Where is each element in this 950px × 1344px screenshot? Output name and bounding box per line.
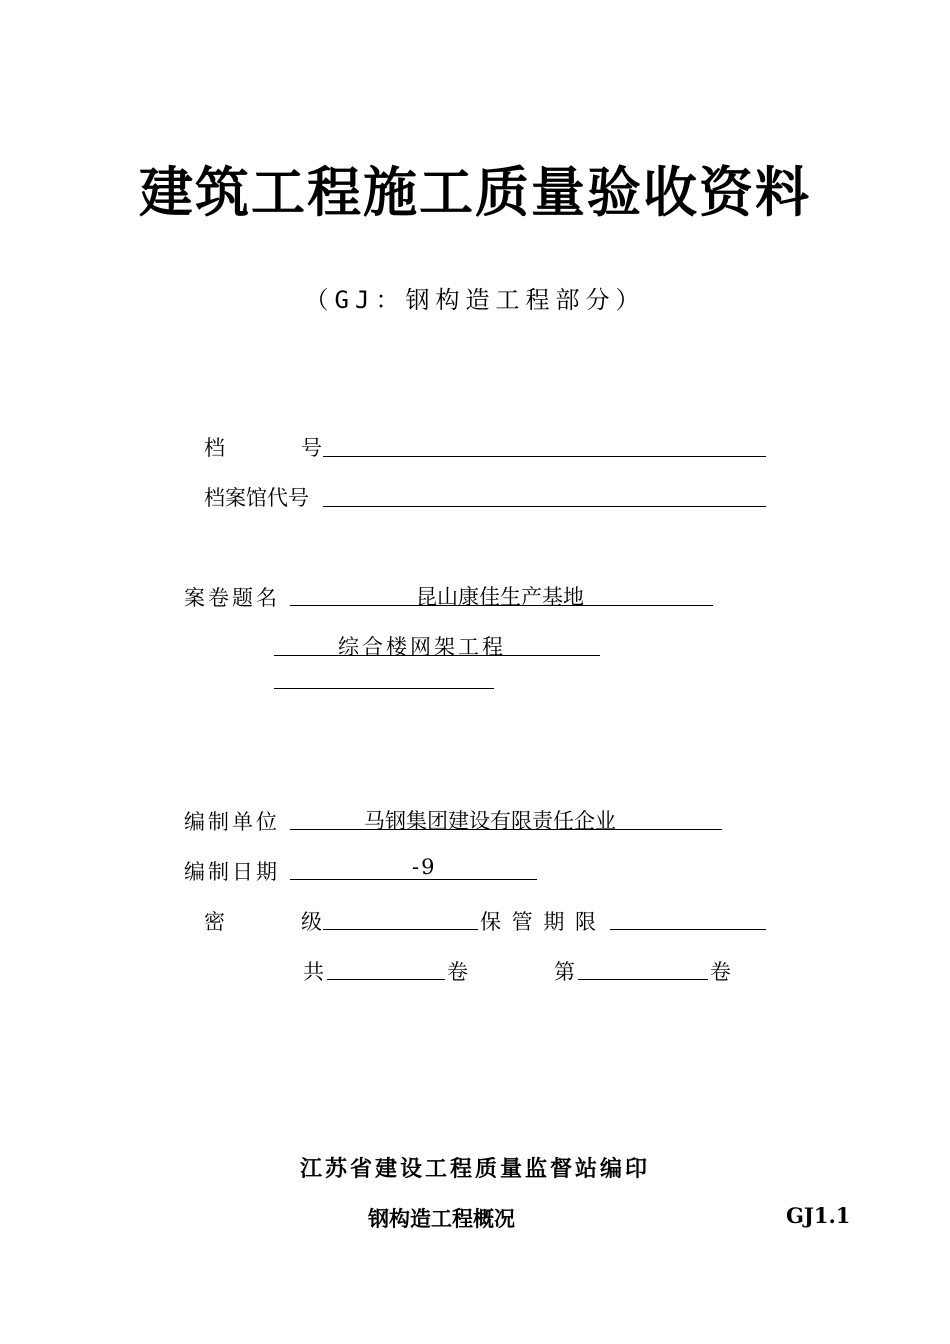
compiler-date-label: 编制日期 [184,860,280,884]
total-volumes-label: 共 [303,960,324,984]
next-section-code: GJ1.1 [786,1203,851,1228]
archive-number-label-1: 档 [204,436,225,460]
compiler-unit-value: 马钢集团建设有限责任企业 [364,809,616,833]
archive-number-label-2: 号 [301,436,322,460]
secret-level-field[interactable] [323,904,478,930]
next-section-title: 钢构造工程概况 [368,1206,515,1231]
secret-level-label-2: 级 [301,910,322,934]
archive-number-field[interactable] [323,432,766,457]
file-title-line-1-value: 昆山康佳生产基地 [416,585,584,609]
file-title-label: 案卷题名 [184,586,280,610]
archive-code-label: 档案馆代号 [204,486,309,510]
retention-label: 保 管 期 限 [480,910,599,934]
document-subtitle: （GJ：钢构造工程部分） [304,286,646,314]
secret-level-label-1: 密 [204,910,225,934]
total-volumes-field[interactable] [327,954,445,980]
file-title-line-2-value: 综合楼网架工程 [338,635,506,659]
document-title: 建筑工程施工质量验收资料 [139,161,811,224]
archive-code-field[interactable] [323,482,766,507]
nth-volume-label: 第 [554,960,575,984]
retention-field[interactable] [610,904,766,930]
nth-volume-field[interactable] [578,954,708,980]
compiler-unit-label: 编制单位 [184,810,280,834]
issuer-text: 江苏省建设工程质量监督站编印 [299,1156,650,1182]
volume-unit-label-1: 卷 [447,960,468,984]
file-title-line-3[interactable] [274,664,494,689]
compiler-date-value: -9 [412,855,437,879]
volume-unit-label-2: 卷 [710,960,731,984]
